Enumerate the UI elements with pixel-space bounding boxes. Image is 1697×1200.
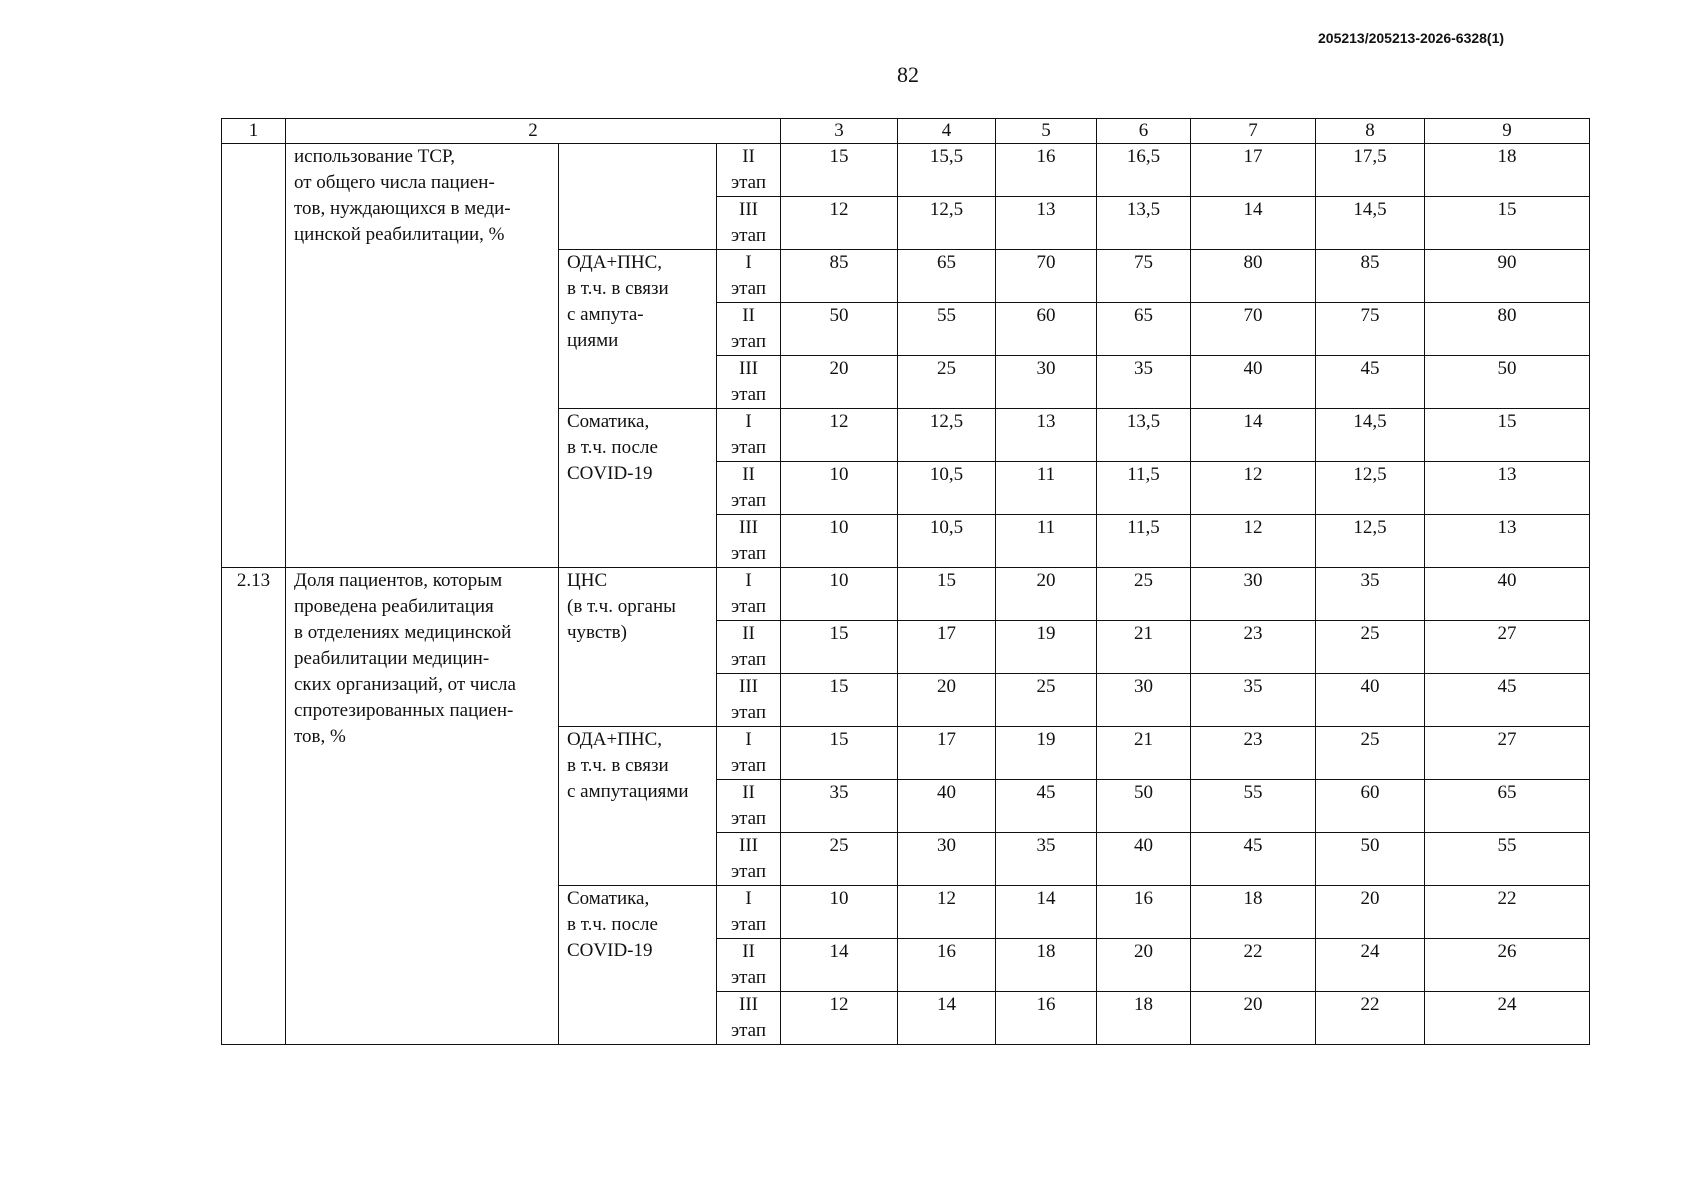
column-header-3: 3: [781, 119, 898, 144]
value-cell: 16: [1097, 886, 1191, 939]
value-cell: 21: [1097, 621, 1191, 674]
value-cell: 24: [1425, 992, 1590, 1045]
patient-group-line: COVID-19: [567, 463, 653, 484]
value-cell: 45: [996, 780, 1097, 833]
value-cell: 90: [1425, 250, 1590, 303]
value-cell: 45: [1425, 674, 1590, 727]
value-cell: 30: [898, 833, 996, 886]
value-cell: 23: [1191, 727, 1316, 780]
stage-cell: [717, 250, 781, 303]
stage-line: этап: [730, 596, 767, 617]
value-cell: 12: [781, 197, 898, 250]
value-cell: 40: [1097, 833, 1191, 886]
value-cell: 40: [1425, 568, 1590, 621]
value-cell: 11: [996, 462, 1097, 515]
stage-line: I: [745, 888, 752, 909]
value-cell: 55: [1191, 780, 1316, 833]
column-header-8: 8: [1316, 119, 1425, 144]
value-cell: 22: [1316, 992, 1425, 1045]
patient-group-line: циями: [567, 330, 619, 351]
value-cell: 14,5: [1316, 197, 1425, 250]
value-cell: 50: [1097, 780, 1191, 833]
stage-line: этап: [730, 490, 767, 511]
value-cell: 10: [781, 515, 898, 568]
indicator-line: от общего числа пациен-: [294, 172, 495, 193]
stage-line: II: [742, 623, 755, 644]
column-header-9: 9: [1425, 119, 1590, 144]
value-cell: 20: [1097, 939, 1191, 992]
stage-cell: [717, 462, 781, 515]
value-cell: 21: [1097, 727, 1191, 780]
stage-line: этап: [730, 225, 767, 246]
stage-line: I: [745, 411, 752, 432]
value-cell: 35: [1097, 356, 1191, 409]
patient-group-cell: [559, 250, 717, 409]
value-cell: 23: [1191, 621, 1316, 674]
indicator-line: Доля пациентов, которым: [294, 570, 503, 591]
stage-line: II: [742, 146, 755, 167]
stage-line: этап: [730, 278, 767, 299]
value-cell: 14: [898, 992, 996, 1045]
value-cell: 25: [1316, 727, 1425, 780]
value-cell: 15: [781, 727, 898, 780]
value-cell: 10,5: [898, 515, 996, 568]
indicator-line: тов, %: [294, 726, 346, 747]
stage-cell: [717, 356, 781, 409]
indicator-line: в отделениях медицинской: [294, 622, 512, 643]
value-cell: 35: [781, 780, 898, 833]
indicator-line: использование ТСР,: [294, 146, 455, 167]
value-cell: 65: [898, 250, 996, 303]
patient-group-cell: [559, 886, 717, 1045]
value-cell: 75: [1097, 250, 1191, 303]
value-cell: 16: [996, 144, 1097, 197]
value-cell: 17,5: [1316, 144, 1425, 197]
stage-line: III: [739, 358, 758, 379]
value-cell: 60: [1316, 780, 1425, 833]
value-cell: 55: [1425, 833, 1590, 886]
value-cell: 27: [1425, 621, 1590, 674]
value-cell: 40: [1316, 674, 1425, 727]
column-header-7: 7: [1191, 119, 1316, 144]
stage-cell: [717, 568, 781, 621]
value-cell: 30: [996, 356, 1097, 409]
value-cell: 10: [781, 462, 898, 515]
value-cell: 18: [1097, 992, 1191, 1045]
value-cell: 12: [1191, 515, 1316, 568]
value-cell: 85: [781, 250, 898, 303]
value-cell: 10: [781, 886, 898, 939]
value-cell: 20: [1191, 992, 1316, 1045]
patient-group-line: (в т.ч. органы: [567, 596, 676, 617]
value-cell: 50: [1425, 356, 1590, 409]
page-number: 82: [897, 62, 919, 87]
value-cell: 19: [996, 727, 1097, 780]
stage-line: этап: [730, 914, 767, 935]
indicator-line: цинской реабилитации, %: [294, 224, 505, 245]
patient-group-line: COVID-19: [567, 940, 653, 961]
column-header-2: 2: [286, 119, 781, 144]
stage-line: этап: [730, 172, 767, 193]
value-cell: 11,5: [1097, 462, 1191, 515]
value-cell: 12,5: [1316, 462, 1425, 515]
value-cell: 40: [898, 780, 996, 833]
indicator-cell: [286, 568, 559, 1045]
stage-line: этап: [730, 437, 767, 458]
value-cell: 50: [781, 303, 898, 356]
column-header-1: 1: [222, 119, 286, 144]
value-cell: 12: [1191, 462, 1316, 515]
patient-group-line: в т.ч. в связи: [567, 278, 669, 299]
patient-group-line: Соматика,: [567, 888, 650, 909]
patient-group-line: ОДА+ПНС,: [567, 729, 663, 750]
indicator-line: спротезированных пациен-: [294, 700, 514, 721]
value-cell: 25: [996, 674, 1097, 727]
value-cell: 17: [898, 621, 996, 674]
value-cell: 35: [996, 833, 1097, 886]
value-cell: 13,5: [1097, 409, 1191, 462]
value-cell: 13: [996, 197, 1097, 250]
stage-line: III: [739, 676, 758, 697]
value-cell: 18: [996, 939, 1097, 992]
stage-cell: [717, 727, 781, 780]
stage-line: I: [745, 729, 752, 750]
value-cell: 12,5: [898, 409, 996, 462]
stage-line: этап: [730, 649, 767, 670]
value-cell: 22: [1425, 886, 1590, 939]
value-cell: 10,5: [898, 462, 996, 515]
value-cell: 15: [1425, 197, 1590, 250]
value-cell: 70: [996, 250, 1097, 303]
stage-line: III: [739, 994, 758, 1015]
value-cell: 14,5: [1316, 409, 1425, 462]
column-header-4: 4: [898, 119, 996, 144]
value-cell: 25: [1097, 568, 1191, 621]
value-cell: 60: [996, 303, 1097, 356]
patient-group-line: в т.ч. после: [567, 914, 658, 935]
value-cell: 16: [898, 939, 996, 992]
stage-cell: [717, 886, 781, 939]
patient-group-line: в т.ч. в связи: [567, 755, 669, 776]
patient-group-line: с ампутациями: [567, 781, 689, 802]
value-cell: 18: [1191, 886, 1316, 939]
value-cell: 13: [1425, 515, 1590, 568]
indicator-line: реабилитации медицин-: [294, 648, 490, 669]
stage-line: II: [742, 782, 755, 803]
value-cell: 12,5: [1316, 515, 1425, 568]
stage-cell: [717, 303, 781, 356]
value-cell: 20: [898, 674, 996, 727]
value-cell: 24: [1316, 939, 1425, 992]
value-cell: 11,5: [1097, 515, 1191, 568]
table-row: [222, 144, 1590, 197]
value-cell: 25: [781, 833, 898, 886]
stage-line: II: [742, 305, 755, 326]
value-cell: 30: [1097, 674, 1191, 727]
patient-group-line: в т.ч. после: [567, 437, 658, 458]
stage-line: III: [739, 835, 758, 856]
patient-group-cell: [559, 568, 717, 727]
stage-line: этап: [730, 384, 767, 405]
value-cell: 50: [1316, 833, 1425, 886]
value-cell: 18: [1425, 144, 1590, 197]
stage-cell: [717, 515, 781, 568]
value-cell: 10: [781, 568, 898, 621]
value-cell: 15: [898, 568, 996, 621]
stage-cell: [717, 992, 781, 1045]
value-cell: 80: [1191, 250, 1316, 303]
value-cell: 14: [996, 886, 1097, 939]
stage-cell: [717, 833, 781, 886]
value-cell: 30: [1191, 568, 1316, 621]
header-row: [222, 119, 1590, 144]
patient-group-cell: [559, 727, 717, 886]
value-cell: 85: [1316, 250, 1425, 303]
rehabilitation-table: [221, 118, 1590, 1045]
patient-group-line: чувств): [567, 622, 627, 643]
indicator-line: ских организаций, от числа: [294, 674, 516, 695]
value-cell: 25: [1316, 621, 1425, 674]
patient-group-line: ОДА+ПНС,: [567, 252, 663, 273]
value-cell: 40: [1191, 356, 1316, 409]
table-row: [222, 568, 1590, 621]
row-number-cell: [222, 144, 286, 568]
indicator-cell: [286, 144, 559, 568]
value-cell: 13,5: [1097, 197, 1191, 250]
value-cell: 13: [1425, 462, 1590, 515]
value-cell: 19: [996, 621, 1097, 674]
stage-line: этап: [730, 755, 767, 776]
value-cell: 16,5: [1097, 144, 1191, 197]
value-cell: 12: [898, 886, 996, 939]
row-number-cell: 2.13: [222, 568, 286, 1045]
value-cell: 15: [1425, 409, 1590, 462]
value-cell: 12: [781, 992, 898, 1045]
stage-cell: [717, 780, 781, 833]
stage-line: II: [742, 941, 755, 962]
column-header-5: 5: [996, 119, 1097, 144]
patient-group-cell: [559, 144, 717, 250]
value-cell: 26: [1425, 939, 1590, 992]
value-cell: 14: [1191, 197, 1316, 250]
document-id: 205213/205213-2026-6328(1): [1318, 30, 1505, 46]
value-cell: 17: [1191, 144, 1316, 197]
value-cell: 20: [781, 356, 898, 409]
stage-line: II: [742, 464, 755, 485]
value-cell: 35: [1191, 674, 1316, 727]
value-cell: 11: [996, 515, 1097, 568]
value-cell: 14: [781, 939, 898, 992]
stage-line: I: [745, 252, 752, 273]
value-cell: 55: [898, 303, 996, 356]
stage-line: этап: [730, 1020, 767, 1041]
value-cell: 65: [1425, 780, 1590, 833]
value-cell: 12: [781, 409, 898, 462]
patient-group-line: ЦНС: [567, 570, 608, 591]
stage-cell: [717, 621, 781, 674]
table-body: [222, 119, 1590, 1045]
stage-line: этап: [730, 702, 767, 723]
stage-cell: [717, 674, 781, 727]
value-cell: 80: [1425, 303, 1590, 356]
stage-line: этап: [730, 543, 767, 564]
stage-line: этап: [730, 331, 767, 352]
value-cell: 75: [1316, 303, 1425, 356]
value-cell: 14: [1191, 409, 1316, 462]
value-cell: 15: [781, 674, 898, 727]
stage-cell: [717, 939, 781, 992]
value-cell: 17: [898, 727, 996, 780]
stage-line: этап: [730, 967, 767, 988]
value-cell: 15,5: [898, 144, 996, 197]
value-cell: 15: [781, 144, 898, 197]
value-cell: 16: [996, 992, 1097, 1045]
value-cell: 20: [1316, 886, 1425, 939]
stage-line: III: [739, 517, 758, 538]
patient-group-line: с ампута-: [567, 304, 644, 325]
indicator-line: тов, нуждающихся в меди-: [294, 198, 511, 219]
stage-line: I: [745, 570, 752, 591]
value-cell: 45: [1316, 356, 1425, 409]
indicator-line: проведена реабилитация: [294, 596, 494, 617]
value-cell: 20: [996, 568, 1097, 621]
patient-group-cell: [559, 409, 717, 568]
stage-line: этап: [730, 861, 767, 882]
value-cell: 70: [1191, 303, 1316, 356]
column-header-6: 6: [1097, 119, 1191, 144]
stage-cell: [717, 144, 781, 197]
value-cell: 13: [996, 409, 1097, 462]
value-cell: 25: [898, 356, 996, 409]
value-cell: 65: [1097, 303, 1191, 356]
patient-group-line: Соматика,: [567, 411, 650, 432]
value-cell: 15: [781, 621, 898, 674]
value-cell: 27: [1425, 727, 1590, 780]
stage-cell: [717, 409, 781, 462]
value-cell: 35: [1316, 568, 1425, 621]
stage-cell: [717, 197, 781, 250]
value-cell: 22: [1191, 939, 1316, 992]
value-cell: 45: [1191, 833, 1316, 886]
stage-line: III: [739, 199, 758, 220]
value-cell: 12,5: [898, 197, 996, 250]
stage-line: этап: [730, 808, 767, 829]
